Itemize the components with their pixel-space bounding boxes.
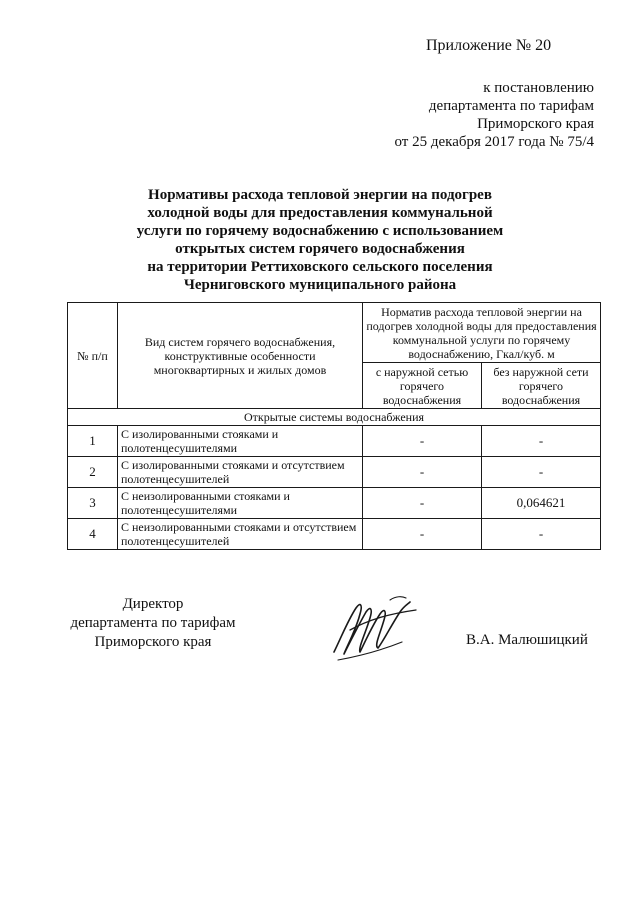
approval-line: Приморского края (477, 116, 594, 132)
header-with-network: с наружной сетью горячего водоснабжения (363, 363, 482, 409)
table-row (68, 457, 601, 488)
row-value-without-network: - (482, 426, 601, 457)
row-system-type: С изолированными стояками и отсутствием полотенцесушителей (118, 457, 363, 488)
row-value-with-network: - (363, 519, 482, 550)
header-norm: Норматив расхода тепловой энергии на подогрев холодной воды для предоставления коммунальной услуги по горячему водоснабжению, Гкал/куб. м (363, 303, 601, 363)
group-label: Открытые системы водоснабжения (68, 409, 601, 426)
signer-title (68, 595, 238, 652)
group-row (68, 409, 601, 426)
row-system-type: С неизолированными стояками и полотенцесушителями (118, 488, 363, 519)
table-row (68, 488, 601, 519)
approval-line: от 25 декабря 2017 года № 75/4 (394, 134, 594, 150)
title-line: холодной воды для предоставления коммунальной (147, 205, 493, 221)
signer-title-line: Приморского края (94, 634, 212, 650)
row-number: 2 (68, 457, 118, 488)
row-value-without-network: 0,064621 (482, 488, 601, 519)
title-line: на территории Реттиховского сельского поселения (147, 259, 493, 275)
appendix-number: Приложение № 20 (426, 37, 552, 54)
signer-title-line: Директор (122, 596, 184, 612)
row-value-with-network: - (363, 457, 482, 488)
table-header-row (68, 303, 601, 363)
header-system-type: Вид систем горячего водоснабжения, конструктивные особенности многоквартирных и жилых домов (118, 303, 363, 409)
row-number: 1 (68, 426, 118, 457)
approval-line: к постановлению (483, 80, 594, 96)
document-title (110, 186, 530, 294)
approval-line: департамента по тарифам (428, 98, 594, 114)
table-row (68, 519, 601, 550)
row-value-with-network: - (363, 488, 482, 519)
title-line: открытых систем горячего водоснабжения (175, 241, 465, 257)
table-row (68, 426, 601, 457)
row-value-without-network: - (482, 519, 601, 550)
signer-name: В.А. Малюшицкий (466, 632, 588, 648)
header-number: № п/п (68, 303, 118, 409)
row-number: 3 (68, 488, 118, 519)
row-value-without-network: - (482, 457, 601, 488)
row-system-type: С неизолированными стояками и отсутствием полотенцесушителей (118, 519, 363, 550)
signer-title-line: департамента по тарифам (70, 615, 236, 631)
handwritten-signature (330, 590, 422, 666)
title-line: Нормативы расхода тепловой энергии на подогрев (148, 187, 492, 203)
title-line: Черниговского муниципального района (183, 277, 457, 293)
header-without-network: без наружной сети горячего водоснабжения (482, 363, 601, 409)
row-value-with-network: - (363, 426, 482, 457)
title-line: услуги по горячему водоснабжению с использованием (136, 223, 504, 239)
norms-table (67, 302, 601, 550)
row-number: 4 (68, 519, 118, 550)
approval-reference (358, 79, 594, 151)
row-system-type: С изолированными стояками и полотенцесушителями (118, 426, 363, 457)
